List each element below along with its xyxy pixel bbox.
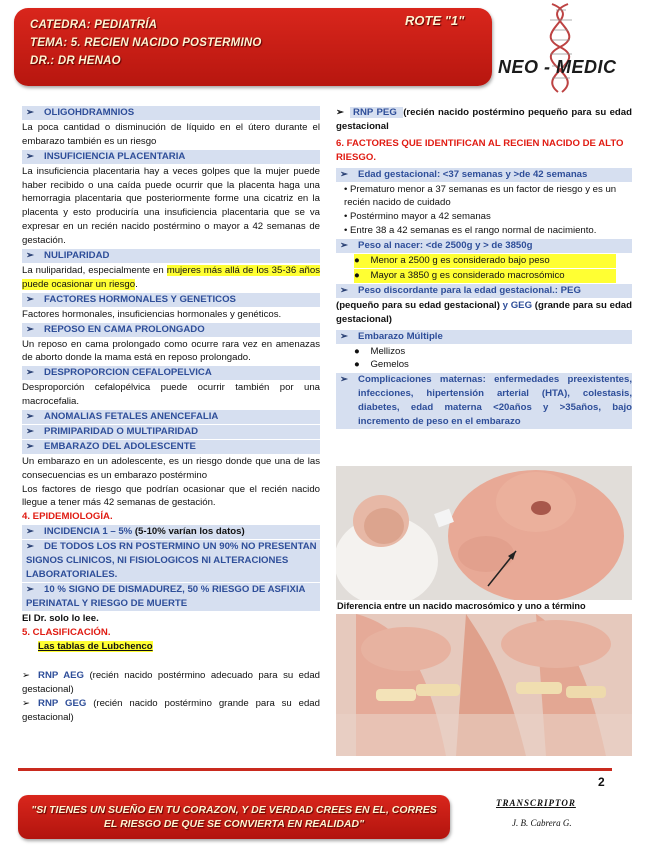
adolescente-text-2: Los factores de riesgo que podrían ocasionar que el recién nacido llegue a tener más 42 semanas de gestación. xyxy=(22,483,320,509)
transcriptor-name: J. B. Cabrera G. xyxy=(512,818,572,828)
epi-rn-postermino: ➢ DE TODOS LOS RN POSTERMINO UN 90% NO PRESENTAN SIGNOS CLINICOS, NI FISIOLOGICOS NI ALTERACIONES LABORATORIALES. xyxy=(22,540,320,582)
arrow-bullet-icon: ➢ xyxy=(340,240,349,252)
multiple-bullet-1: ● Mellizos xyxy=(354,345,406,357)
dot-bullet-icon: • xyxy=(344,211,351,223)
cefalo-text: Desproporción cefalopélvica puede ocurrir también por una macrocefalia. xyxy=(22,382,320,408)
footer-banner xyxy=(18,795,450,839)
transcriptor-label: TRANSCRIPTOR xyxy=(496,798,576,808)
clasif-peg: ➢ RNP PEG (recién nacido postérmino pequeño para su edad gestacional xyxy=(336,107,632,132)
reposo-text: Un reposo en cama prolongado como ocurre rara vez en amenazas de aborto donde la mama está en reposo prolongado. xyxy=(22,338,320,364)
rote-label: ROTE "1" xyxy=(405,13,465,28)
course-title: CATEDRA: PEDIATRÍA xyxy=(30,19,158,31)
section-anomalias-fetales: ➢ ANOMALIAS FETALES ANENCEFALIA xyxy=(22,410,320,424)
section-factores-hormonales: ➢ FACTORES HORMONALES Y GENETICOS xyxy=(22,293,320,307)
edad-gestacional-head: ➢ Edad gestacional: <37 semanas y >de 42 semanas xyxy=(336,168,632,182)
oligo-text: La poca cantidad o disminución de líquido en el útero durante el embarazo también es un riesgo xyxy=(22,121,320,147)
placenta-text: La insuficiencia placentaria hay a veces golpes que la mujer puede haber recibido o una caída puede ocurrir que la placenta haga una hemorragia placentaria que posteriormente forme una cicatriz en la placenta y esto produciría una insuficiencia placentaria que se va expresar en un recién nacido postérmino o mayor a 42 semanas de gestación. xyxy=(22,165,320,247)
arrow-bullet-icon: ➢ xyxy=(26,440,35,452)
edad-bullet-2: • Postérmino mayor a 42 semanas xyxy=(344,211,491,223)
arrow-bullet-icon: ➢ xyxy=(26,425,35,437)
arrow-bullet-icon: ➢ xyxy=(22,698,31,710)
arrow-bullet-icon: ➢ xyxy=(22,670,31,682)
alto-riesgo-title: 6. FACTORES QUE IDENTIFICAN AL RECIEN NACIDO DE ALTO RIESGO. xyxy=(336,137,624,163)
arrow-bullet-icon: ➢ xyxy=(26,250,35,262)
dna-helix-icon xyxy=(490,2,650,94)
photo-caption: Diferencia entre un nacido macrosómico y uno a término xyxy=(337,601,586,611)
doctor-name: DR.: DR HENAO xyxy=(30,55,121,67)
dot-bullet-icon: ● xyxy=(354,359,371,371)
dot-bullet-icon: ● xyxy=(354,345,371,357)
arrow-bullet-icon: ➢ xyxy=(26,367,35,379)
doctor-note: El Dr. solo lo lee. xyxy=(22,612,99,624)
footer-quote: "SI TIENES UN SUEÑO EN TU CORAZON, Y DE VERDAD CREES EN EL, CORRES EL RIESGO DE QUE SE CONVIERTA EN REALIDAD" xyxy=(31,804,437,830)
hormonal-text: Factores hormonales, insuficiencias hormonales y genéticos. xyxy=(22,308,282,320)
section-insuficiencia-placentaria: ➢ INSUFICIENCIA PLACENTARIA xyxy=(22,150,320,164)
arrow-bullet-icon: ➢ xyxy=(340,168,349,180)
edad-bullet-3: • Entre 38 a 42 semanas es el rango normal de nacimiento. xyxy=(344,225,597,237)
nuliparidad-text: La nuliparidad, especialmente en mujeres más allá de los 35-36 años puede ocasionar un riesgo. xyxy=(22,264,320,290)
footer-divider xyxy=(18,768,612,771)
section-reposo-cama: ➢ REPOSO EN CAMA PROLONGADO xyxy=(22,323,320,337)
clasif-geg: ➢ RNP GEG (recién nacido postérmino grande para su edad gestacional) xyxy=(22,698,320,724)
embarazo-multiple-head: ➢ Embarazo Múltiple xyxy=(336,330,632,344)
arrow-bullet-icon: ➢ xyxy=(26,583,35,595)
arrow-bullet-icon: ➢ xyxy=(26,541,35,553)
adolescente-text-1: Un embarazo en un adolescente, es un riesgo donde que una de las consecuencias es un embarazo postérmino xyxy=(22,455,320,481)
arrow-bullet-icon: ➢ xyxy=(340,330,349,342)
section-desproporcion-cefalopelvica: ➢ DESPROPORCION CEFALOPELVICA xyxy=(22,366,320,380)
dot-bullet-icon: • xyxy=(344,183,351,195)
epi-dismadurez: ➢ 10 % SIGNO DE DISMADUREZ, 50 % RIESGO DE ASFIXIA PERINATAL Y RIESGO DE MUERTE xyxy=(22,583,320,611)
peso-discordante-text: (pequeño para su edad gestacional) y GEG (grande para su edad gestacional) xyxy=(336,299,633,325)
epi-incidencia: ➢ INCIDENCIA 1 – 5% (5-10% varían los datos) xyxy=(22,525,320,539)
topic-title: TEMA: 5. RECIEN NACIDO POSTERMINO xyxy=(30,37,262,49)
feet-photo xyxy=(336,614,632,756)
section-embarazo-adolescente: ➢ EMBARAZO DEL ADOLESCENTE xyxy=(22,440,320,454)
section-primiparidad: ➢ PRIMIPARIDAD O MULTIPARIDAD xyxy=(22,425,320,439)
peso-bullet-2: ● Mayor a 3850 g es considerado macrosómico xyxy=(336,269,632,283)
arrow-bullet-icon: ➢ xyxy=(26,150,35,162)
page-number: 2 xyxy=(598,775,605,789)
arrow-bullet-icon: ➢ xyxy=(26,293,35,305)
edad-bullet-1: • Prematuro menor a 37 semanas es un factor de riesgo y es un recién nacido de cuidado xyxy=(344,183,617,209)
peso-nacer-head: ➢ Peso al nacer: <de 2500g y > de 3850g xyxy=(336,239,632,253)
complicaciones-maternas: ➢ Complicaciones maternas: enfermedades preexistentes, infecciones, hipertensión arterial (HTA), colestasis, diabetes, edad materna <20años y >35años, bajo incremento de peso en el embarazo xyxy=(336,373,632,429)
dot-bullet-icon: ● xyxy=(354,269,371,281)
clasificacion-title: 5. CLASIFICACIÓN. xyxy=(22,626,111,638)
left-column xyxy=(22,105,320,725)
clasif-aeg: ➢ RNP AEG (recién nacido postérmino adecuado para su edad gestacional) xyxy=(22,670,320,696)
right-column xyxy=(336,106,632,430)
arrow-bullet-icon: ➢ xyxy=(26,526,35,538)
arrow-bullet-icon: ➢ xyxy=(26,107,35,118)
lubchenco-label: Las tablas de Lubchenco xyxy=(38,640,153,652)
arrow-bullet-icon: ➢ xyxy=(26,323,35,335)
epidemiologia-title: 4. EPIDEMIOLOGÍA. xyxy=(22,511,113,523)
peso-discordante-head: ➢ Peso discordante para la edad gestacional.: PEG xyxy=(336,284,632,298)
highlight-text: mujeres más allá de los 35-36 años puede ocasionar un riesgo xyxy=(22,264,320,290)
arrow-bullet-icon: ➢ xyxy=(26,411,35,423)
arrow-bullet-icon: ➢ xyxy=(340,374,349,386)
section-oligohidramnios: ➢ OLIGOHDRAMNIOS xyxy=(22,106,320,120)
dot-bullet-icon: ● xyxy=(354,255,371,267)
arrow-bullet-icon: ➢ xyxy=(340,284,349,296)
logo-text: NEO - MEDIC xyxy=(498,57,617,77)
dot-bullet-icon: • xyxy=(344,225,351,237)
newborns-photo xyxy=(336,466,632,600)
section-nuliparidad: ➢ NULIPARIDAD xyxy=(22,249,320,263)
arrow-bullet-icon: ➢ xyxy=(336,107,345,118)
multiple-bullet-2: ● Gemelos xyxy=(354,359,409,371)
peso-bullet-1: ● Menor a 2500 g es considerado bajo peso xyxy=(336,254,632,268)
